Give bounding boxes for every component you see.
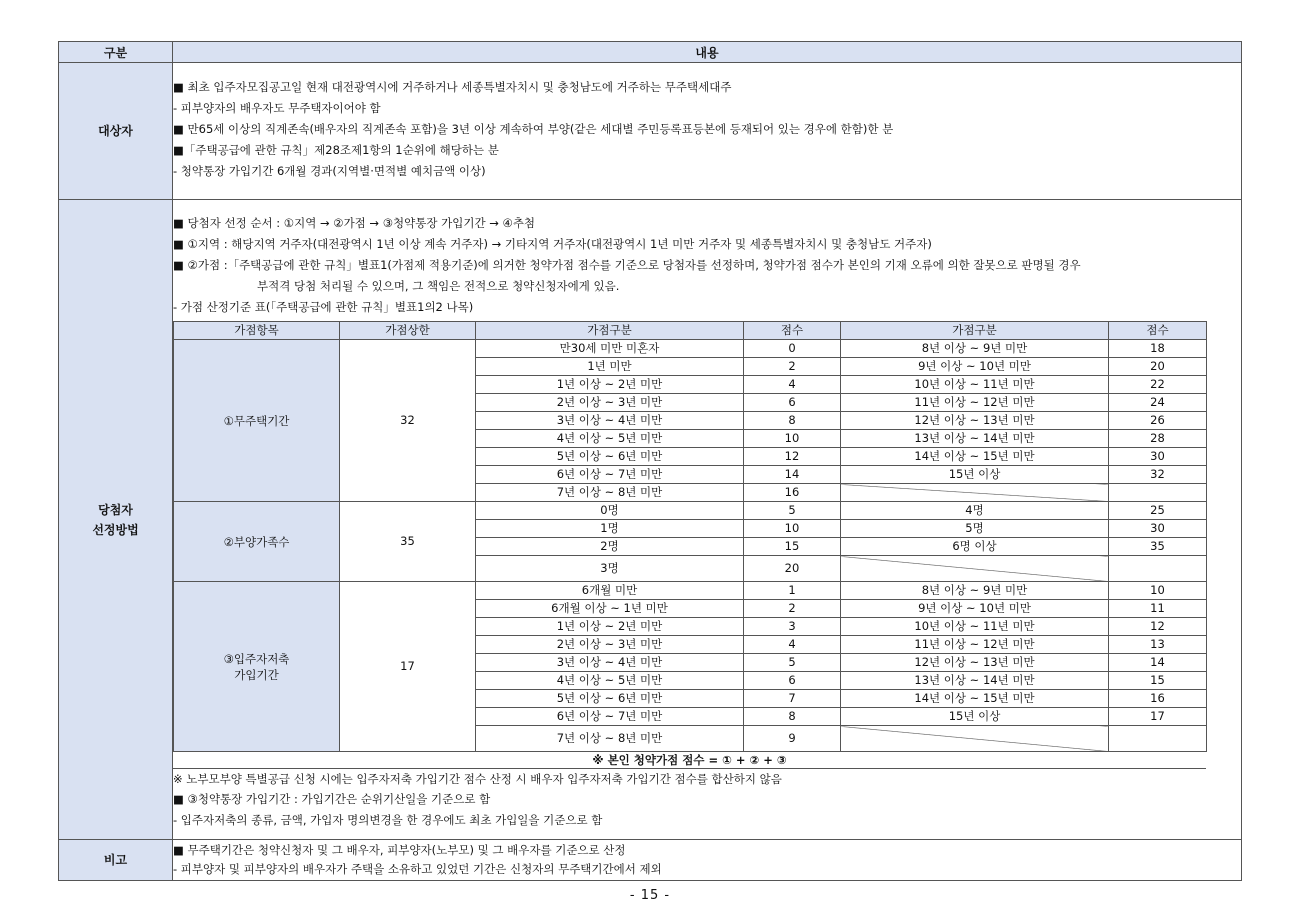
selection-line: 부적격 당첨 처리될 수 있으며, 그 책임은 전적으로 청약신청자에게 있음. xyxy=(257,279,620,293)
score-table-header: 점수 xyxy=(744,322,841,340)
score-category-cell: 11년 이상 ~ 12년 미만 xyxy=(841,394,1109,412)
score-value-cell: 35 xyxy=(1109,538,1207,556)
empty-cell xyxy=(1109,484,1207,502)
score-value-cell: 3 xyxy=(744,618,841,636)
score-category-cell: 3년 이상 ~ 4년 미만 xyxy=(476,412,744,430)
score-category-cell: 4년 이상 ~ 5년 미만 xyxy=(476,430,744,448)
score-table xyxy=(173,321,1207,752)
score-category-cell: 1년 이상 ~ 2년 미만 xyxy=(476,376,744,394)
target-line: - 피부양자의 배우자도 무주택자이어야 함 xyxy=(173,101,381,115)
eligibility-table xyxy=(58,41,1242,881)
selection-note: ※ 노부모부양 특별공급 신청 시에는 입주자저축 가입기간 점수 산정 시 배우자 입주자저축 가입기간 점수를 합산하지 않음 xyxy=(173,772,782,786)
section-label-remarks: 비고 xyxy=(59,840,173,881)
remarks-line: ■ 무주택기간은 청약신청자 및 그 배우자, 피부양자(노부모) 및 그 배우자를 기준으로 산정 xyxy=(173,843,626,857)
score-item-label: ②부양가족수 xyxy=(174,502,340,582)
score-table-header: 가점구분 xyxy=(841,322,1109,340)
score-value-cell: 30 xyxy=(1109,448,1207,466)
score-category-cell: 1년 미만 xyxy=(476,358,744,376)
score-category-cell: 14년 이상 ~ 15년 미만 xyxy=(841,448,1109,466)
score-value-cell: 16 xyxy=(1109,690,1207,708)
score-category-cell: 12년 이상 ~ 13년 미만 xyxy=(841,654,1109,672)
score-value-cell: 17 xyxy=(1109,708,1207,726)
score-category-cell: 만30세 미만 미혼자 xyxy=(476,340,744,358)
score-value-cell: 1 xyxy=(744,582,841,600)
score-value-cell: 10 xyxy=(1109,582,1207,600)
score-category-cell: 2명 xyxy=(476,538,744,556)
score-category-cell: 9년 이상 ~ 10년 미만 xyxy=(841,600,1109,618)
selection-line: ■ ①지역 : 해당지역 거주자(대전광역시 1년 이상 계속 거주자) → 기타지역 거주자(대전광역시 1년 미만 거주자 및 세종특별자치시 및 충청남도 거주자) xyxy=(173,237,932,251)
score-category-cell: 1년 이상 ~ 2년 미만 xyxy=(476,618,744,636)
score-item-label-line1: ③입주자저축 xyxy=(223,651,290,666)
empty-cell xyxy=(841,726,1109,752)
score-value-cell: 7 xyxy=(744,690,841,708)
score-category-cell: 8년 이상 ~ 9년 미만 xyxy=(841,340,1109,358)
score-category-cell: 13년 이상 ~ 14년 미만 xyxy=(841,430,1109,448)
score-category-cell: 10년 이상 ~ 11년 미만 xyxy=(841,618,1109,636)
selection-label-line1: 당첨자 xyxy=(98,502,133,517)
score-category-cell: 7년 이상 ~ 8년 미만 xyxy=(476,484,744,502)
section-label-target: 대상자 xyxy=(59,63,173,200)
score-value-cell: 12 xyxy=(1109,618,1207,636)
score-value-cell: 2 xyxy=(744,600,841,618)
score-category-cell: 11년 이상 ~ 12년 미만 xyxy=(841,636,1109,654)
score-category-cell: 15년 이상 xyxy=(841,708,1109,726)
empty-cell xyxy=(841,484,1109,502)
score-value-cell: 26 xyxy=(1109,412,1207,430)
score-category-cell: 14년 이상 ~ 15년 미만 xyxy=(841,690,1109,708)
score-category-cell: 1명 xyxy=(476,520,744,538)
page-number: - 15 - xyxy=(629,888,671,903)
score-category-cell: 2년 이상 ~ 3년 미만 xyxy=(476,636,744,654)
score-value-cell: 8 xyxy=(744,708,841,726)
score-category-cell: 5년 이상 ~ 6년 미만 xyxy=(476,690,744,708)
score-item-max: 35 xyxy=(340,502,476,582)
score-value-cell: 32 xyxy=(1109,466,1207,484)
score-value-cell: 5 xyxy=(744,502,841,520)
score-value-cell: 25 xyxy=(1109,502,1207,520)
header-category: 구분 xyxy=(59,42,173,63)
score-category-cell: 6년 이상 ~ 7년 미만 xyxy=(476,708,744,726)
score-value-cell: 12 xyxy=(744,448,841,466)
score-category-cell: 0명 xyxy=(476,502,744,520)
score-value-cell: 11 xyxy=(1109,600,1207,618)
score-category-cell: 10년 이상 ~ 11년 미만 xyxy=(841,376,1109,394)
score-category-cell: 6명 이상 xyxy=(841,538,1109,556)
score-value-cell: 10 xyxy=(744,430,841,448)
selection-line: ■ ②가점 :「주택공급에 관한 규칙」별표1(가점제 적용기준)에 의거한 청약가점 점수를 기준으로 당첨자를 선정하며, 청약가점 점수가 본인의 기재 오류에 의한 잘못으로 판명될 경우 xyxy=(173,258,1081,272)
score-table-header: 가점상한 xyxy=(340,322,476,340)
score-value-cell: 14 xyxy=(1109,654,1207,672)
score-table-row xyxy=(174,340,1207,358)
score-value-cell: 30 xyxy=(1109,520,1207,538)
score-value-cell: 28 xyxy=(1109,430,1207,448)
score-value-cell: 4 xyxy=(744,376,841,394)
score-category-cell: 7년 이상 ~ 8년 미만 xyxy=(476,726,744,752)
empty-cell xyxy=(1109,556,1207,582)
score-value-cell: 18 xyxy=(1109,340,1207,358)
selection-note: ■ ③청약통장 가입기간 : 가입기간은 순위기산일을 기준으로 함 xyxy=(173,792,491,806)
score-category-cell: 4년 이상 ~ 5년 미만 xyxy=(476,672,744,690)
score-formula: ※ 본인 청약가점 점수 = ① + ② + ③ xyxy=(173,752,1206,769)
score-category-cell: 2년 이상 ~ 3년 미만 xyxy=(476,394,744,412)
score-value-cell: 20 xyxy=(1109,358,1207,376)
score-category-cell: 4명 xyxy=(841,502,1109,520)
score-category-cell: 3년 이상 ~ 4년 미만 xyxy=(476,654,744,672)
score-value-cell: 0 xyxy=(744,340,841,358)
score-table-header: 점수 xyxy=(1109,322,1207,340)
selection-line: ■ 당첨자 선정 순서 : ①지역 → ②가점 → ③청약통장 가입기간 → ④추첨 xyxy=(173,216,536,230)
score-value-cell: 8 xyxy=(744,412,841,430)
score-table-row xyxy=(174,582,1207,600)
selection-label-line2: 선정방법 xyxy=(92,522,139,537)
section-label-selection xyxy=(59,200,173,840)
score-value-cell: 16 xyxy=(744,484,841,502)
score-value-cell: 9 xyxy=(744,726,841,752)
score-item-label-line2: 가입기간 xyxy=(234,667,279,682)
score-value-cell: 13 xyxy=(1109,636,1207,654)
section-content-remarks xyxy=(173,840,1242,881)
score-item-label xyxy=(174,582,340,752)
score-table-header: 가점구분 xyxy=(476,322,744,340)
score-category-cell: 6년 이상 ~ 7년 미만 xyxy=(476,466,744,484)
section-content-selection xyxy=(173,200,1242,840)
score-item-max: 17 xyxy=(340,582,476,752)
empty-cell xyxy=(841,556,1109,582)
score-value-cell: 6 xyxy=(744,672,841,690)
score-item-max: 32 xyxy=(340,340,476,502)
target-line: - 청약통장 가입기간 6개월 경과(지역별·면적별 예치금액 이상) xyxy=(173,164,486,178)
score-value-cell: 15 xyxy=(1109,672,1207,690)
score-category-cell: 6개월 이상 ~ 1년 미만 xyxy=(476,600,744,618)
target-line: ■「주택공급에 관한 규칙」제28조제1항의 1순위에 해당하는 분 xyxy=(173,143,499,157)
selection-note: - 입주자저축의 종류, 금액, 가입자 명의변경을 한 경우에도 최초 가입일을 기준으로 함 xyxy=(173,813,603,827)
remarks-line: - 피부양자 및 피부양자의 배우자가 주택을 소유하고 있었던 기간은 신청자의 무주택기간에서 제외 xyxy=(173,862,662,876)
score-category-cell: 5명 xyxy=(841,520,1109,538)
score-value-cell: 2 xyxy=(744,358,841,376)
selection-line: - 가점 산정기준 표(「주택공급에 관한 규칙」별표1의2 나목) xyxy=(173,300,474,314)
score-category-cell: 12년 이상 ~ 13년 미만 xyxy=(841,412,1109,430)
target-line: ■ 만65세 이상의 직계존속(배우자의 직계존속 포함)을 3년 이상 계속하여 부양(같은 세대별 주민등록표등본에 등재되어 있는 경우에 한함)한 분 xyxy=(173,122,894,136)
score-category-cell: 6개월 미만 xyxy=(476,582,744,600)
header-content: 내용 xyxy=(173,42,1242,63)
score-item-label: ①무주택기간 xyxy=(174,340,340,502)
score-value-cell: 4 xyxy=(744,636,841,654)
score-table-header: 가점항목 xyxy=(174,322,340,340)
score-value-cell: 14 xyxy=(744,466,841,484)
score-value-cell: 20 xyxy=(744,556,841,582)
target-line: ■ 최초 입주자모집공고일 현재 대전광역시에 거주하거나 세종특별자치시 및 충청남도에 거주하는 무주택세대주 xyxy=(173,80,732,94)
score-category-cell: 9년 이상 ~ 10년 미만 xyxy=(841,358,1109,376)
score-value-cell: 10 xyxy=(744,520,841,538)
score-category-cell: 3명 xyxy=(476,556,744,582)
score-value-cell: 15 xyxy=(744,538,841,556)
score-value-cell: 24 xyxy=(1109,394,1207,412)
score-category-cell: 5년 이상 ~ 6년 미만 xyxy=(476,448,744,466)
section-content-target xyxy=(173,63,1242,200)
score-value-cell: 5 xyxy=(744,654,841,672)
score-value-cell: 6 xyxy=(744,394,841,412)
score-category-cell: 13년 이상 ~ 14년 미만 xyxy=(841,672,1109,690)
score-value-cell: 22 xyxy=(1109,376,1207,394)
score-table-row xyxy=(174,502,1207,520)
score-category-cell: 8년 이상 ~ 9년 미만 xyxy=(841,582,1109,600)
score-category-cell: 15년 이상 xyxy=(841,466,1109,484)
empty-cell xyxy=(1109,726,1207,752)
